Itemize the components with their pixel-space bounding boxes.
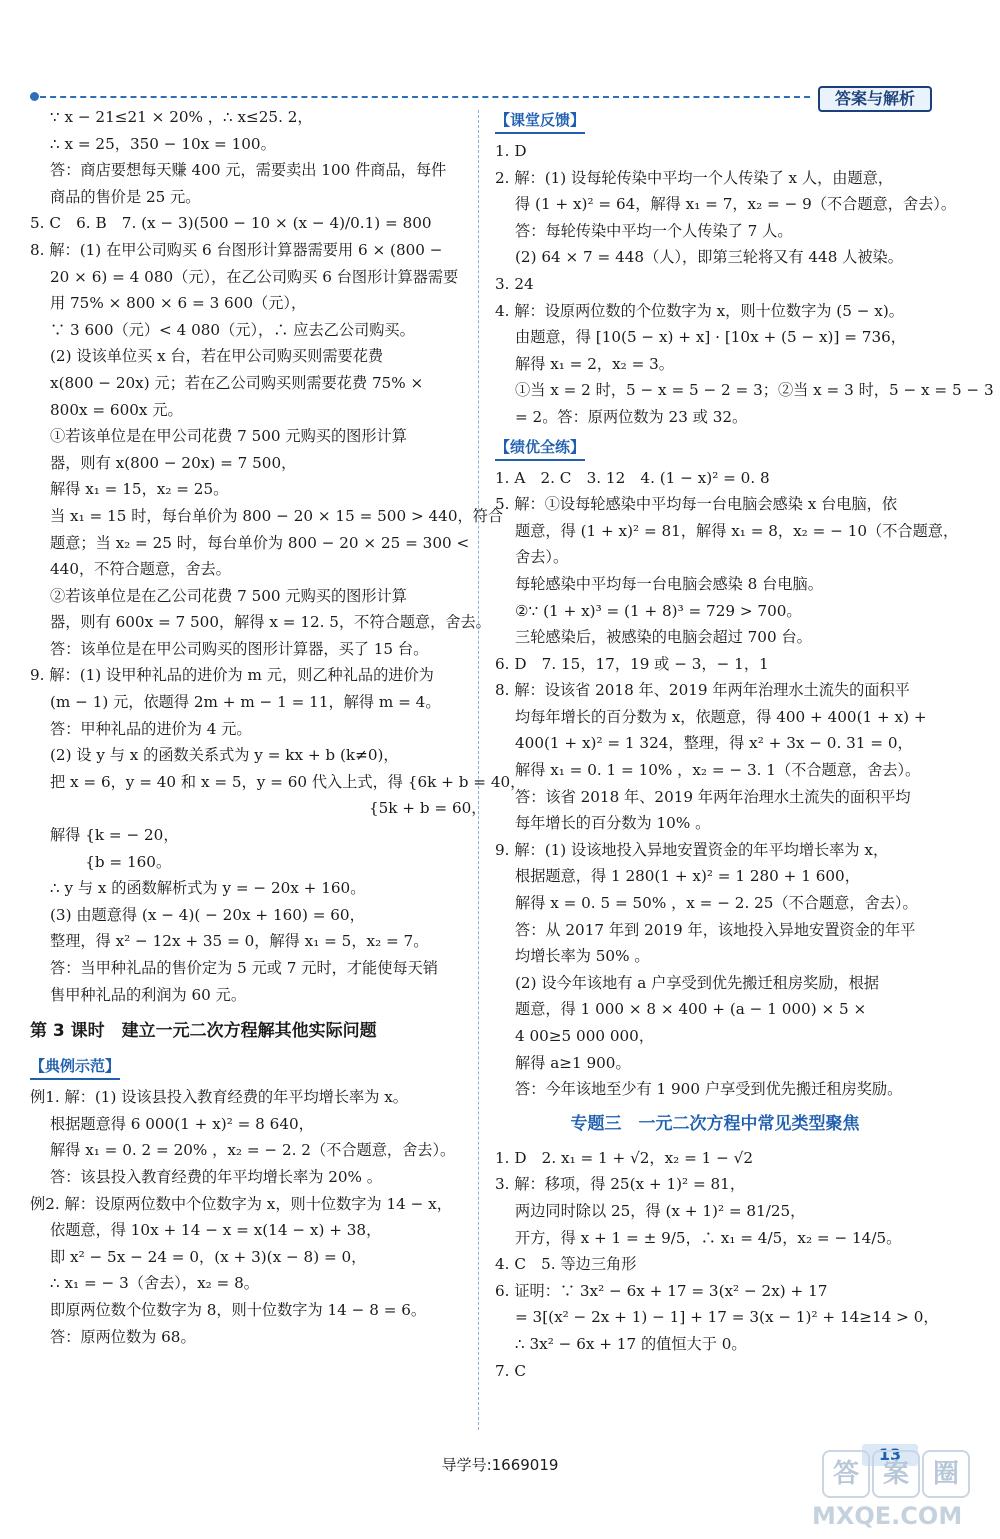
text-line: 即 x² − 5x − 24 = 0，(x + 3)(x − 8) = 0， — [50, 1247, 367, 1266]
text-line: 4. 解：设原两位数的个位数字为 x，则十位数字为 (5 − x)。 — [495, 301, 904, 320]
text-line: 即原两位数个位数字为 8，则十位数字为 14 − 8 = 6。 — [50, 1300, 427, 1319]
text-line: 答：该单位是在甲公司购买的图形计算器，买了 15 台。 — [50, 639, 429, 658]
text-line: 4 00≥5 000 000， — [515, 1027, 655, 1045]
text-line: 6. 证明：∵ 3x² − 6x + 17 = 3(x² − 2x) + 17 — [495, 1281, 828, 1300]
text-line: 题意，得 (1 + x)² = 81，解得 x₁ = 8，x₂ = − 10（不合题意， — [515, 521, 959, 540]
text-line: 解得 x₁ = 0. 1 = 10% ，x₂ = − 3. 1（不合题意，舍去）。 — [515, 761, 921, 780]
lesson-title: 第 3 课时 建立一元二次方程解其他实际问题 — [30, 1021, 377, 1042]
watermark-text: MXQE.COM — [812, 1502, 963, 1530]
text-line: ②∵ (1 + x)³ = (1 + 8)³ = 729 > 700。 — [515, 601, 802, 620]
text-line: 1. D 2. x₁ = 1 + √2，x₂ = 1 − √2 — [495, 1148, 754, 1167]
text-line: 答：当甲种礼品的售价定为 5 元或 7 元时，才能使每天销 — [50, 959, 438, 977]
text-line: ②若该单位是在乙公司花费 7 500 元购买的图形计算 — [50, 586, 407, 605]
text-line: 均每年增长的百分数为 x，依题意，得 400 + 400(1 + x) + — [515, 707, 927, 726]
text-line: 解得 {k = − 20， — [50, 826, 179, 845]
text-line: 答：每轮传染中平均一个人传染了 7 人。 — [515, 221, 793, 240]
text-line: ①当 x = 2 时，5 − x = 5 − 2 = 3；②当 x = 3 时，5 − x = 5 − 3 — [515, 381, 994, 400]
text-line: ∵ 3 600（元）< 4 080（元），∴ 应去乙公司购买。 — [50, 320, 415, 339]
text-line: 答：商店要想每天赚 400 元，需要卖出 100 件商品，每件 — [50, 161, 447, 180]
text-line: (m − 1) 元，依题得 2m + m − 1 = 11，解得 m = 4。 — [50, 693, 441, 712]
text-line: = 3[(x² − 2x + 1) − 1] + 17 = 3(x − 1)² + 14≥14 > 0， — [515, 1308, 939, 1327]
text-line: 售甲种礼品的利润为 60 元。 — [50, 985, 247, 1004]
topic-title: 专题三 一元二次方程中常见类型聚焦 — [570, 1113, 860, 1134]
watermark-char: 圈 — [922, 1450, 970, 1498]
text-line: 每轮感染中平均每一台电脑会感染 8 台电脑。 — [515, 574, 823, 593]
guide-number: 导学号:1669019 — [441, 1456, 559, 1474]
text-line: 商品的售价是 25 元。 — [50, 187, 201, 206]
text-line: 依题意，得 10x + 14 − x = x(14 − x) + 38， — [50, 1221, 382, 1240]
text-line: 题意，得 1 000 × 8 × 400 + (a − 1 000) × 5 × — [515, 1000, 867, 1019]
text-line: 20 × 6) = 4 080（元），在乙公司购买 6 台图形计算器需要 — [50, 267, 459, 286]
text-line: ∵ x − 21≤21 × 20% ，∴ x≤25. 2， — [50, 108, 313, 126]
text-line: (2) 64 × 7 = 448（人），即第三轮将又有 448 人被染。 — [515, 248, 903, 267]
text-line: (3) 由题意得 (x − 4)( − 20x + 160) = 60， — [50, 905, 365, 924]
text-line: ∴ x₁ = − 3（舍去），x₂ = 8。 — [50, 1274, 259, 1293]
text-line: 5. C 6. B 7. (x − 3)(500 − 10 × (x − 4)/0.1) = 800 — [30, 214, 432, 233]
text-line: 由题意，得 [10(5 − x) + x] · [10x + (5 − x)] = 736， — [515, 328, 906, 347]
text-line: 解得 x₁ = 15，x₂ = 25。 — [50, 480, 229, 499]
text-line: 9. 解：(1) 设甲种礼品的进价为 m 元，则乙种礼品的进价为 — [30, 666, 434, 685]
text-line: {b = 160。 — [50, 852, 172, 871]
text-line: 每年增长的百分数为 10% 。 — [515, 814, 711, 833]
text-line: 800x = 600x 元。 — [50, 400, 183, 419]
text-line: 答：甲种礼品的进价为 4 元。 — [50, 719, 252, 738]
text-line: 答：从 2017 年到 2019 年，该地投入异地安置资金的年平 — [515, 920, 916, 939]
text-line: 答：原两位数为 68。 — [50, 1327, 196, 1346]
text-line: 三轮感染后，被感染的电脑会超过 700 台。 — [515, 628, 812, 647]
text-line: 根据题意，得 1 280(1 + x)² = 1 280 + 1 600， — [515, 867, 860, 886]
practice-block — [495, 465, 959, 1103]
text-line: 根据题意得 6 000(1 + x)² = 8 640， — [50, 1114, 314, 1133]
text-line: 舍去）。 — [515, 548, 569, 567]
page-number: 13 — [862, 1444, 918, 1466]
text-line: 把 x = 6，y = 40 和 x = 5，y = 60 代入上式，得 {6k + b = 40， — [50, 772, 526, 791]
text-line: ∴ 3x² − 6x + 17 的值恒大于 0。 — [515, 1334, 747, 1353]
text-line: 7. C — [495, 1361, 526, 1380]
text-line: 6. D 7. 15，17，19 或 − 3，− 1，1 — [495, 654, 769, 673]
topic-block — [495, 1145, 939, 1384]
text-line: 题意；当 x₂ = 25 时，每台单价为 800 − 20 × 25 = 300 < — [50, 533, 470, 552]
right-column — [495, 104, 994, 1384]
header-dashed-rule — [30, 96, 810, 98]
text-line: 3. 24 — [495, 274, 534, 293]
watermark-char: 案 — [872, 1450, 920, 1498]
text-line: 例1. 解：(1) 设该县投入教育经费的年平均增长率为 x。 — [30, 1088, 408, 1107]
text-line: 解得 x₁ = 2，x₂ = 3。 — [515, 354, 674, 373]
text-line: 解得 x₁ = 0. 2 = 20% ，x₂ = − 2. 2（不合题意，舍去）。 — [50, 1141, 456, 1160]
watermark-char: 答 — [822, 1450, 870, 1498]
text-line: 两边同时除以 25，得 (x + 1)² = 81/25， — [515, 1201, 806, 1220]
text-line: 1. A 2. C 3. 12 4. (1 − x)² = 0. 8 — [495, 468, 770, 487]
feedback-block — [495, 138, 994, 431]
text-line: {5k + b = 60， — [50, 799, 487, 818]
text-line: 器，则有 x(800 − 20x) = 7 500， — [50, 453, 297, 472]
text-line: 器，则有 600x = 7 500，解得 x = 12. 5，不符合题意，舍去。 — [50, 613, 491, 632]
section-tag-feedback: 【课堂反馈】 — [495, 108, 585, 134]
text-line: 1. D — [495, 142, 527, 160]
text-line: 8. 解：(1) 在甲公司购买 6 台图形计算器需要用 6 × (800 − — [30, 240, 443, 259]
text-line: 答：该县投入教育经费的年平均增长率为 20% 。 — [50, 1167, 382, 1186]
text-line: 解得 a≥1 900。 — [515, 1053, 631, 1072]
text-line: (2) 设今年该地有 a 户享受到优先搬迁租房奖励，根据 — [515, 973, 879, 992]
text-line: 3. 解：移项，得 25(x + 1)² = 81， — [495, 1175, 746, 1194]
text-line: 得 (1 + x)² = 64，解得 x₁ = 7，x₂ = − 9（不合题意，舍去）。 — [515, 195, 957, 214]
text-line: 8. 解：设该省 2018 年、2019 年两年治理水土流失的面积平 — [495, 681, 910, 700]
text-line: 解得 x = 0. 5 = 50% ，x = − 2. 25（不合题意，舍去）。 — [515, 894, 918, 913]
text-line: (2) 设 y 与 x 的函数关系式为 y = kx + b (k≠0)， — [50, 746, 399, 765]
text-line: 9. 解：(1) 设该地投入异地安置资金的年平均增长率为 x， — [495, 840, 889, 859]
text-line: x(800 − 20x) 元；若在乙公司购买则需要花费 75% × — [50, 373, 424, 392]
text-line: ①若该单位是在甲公司花费 7 500 元购买的图形计算 — [50, 427, 407, 446]
text-line: 答：今年该地至少有 1 900 户享受到优先搬迁租房奖励。 — [515, 1080, 903, 1099]
text-line: 开方，得 x + 1 = ± 9/5，∴ x₁ = 4/5，x₂ = − 14/5。 — [515, 1228, 902, 1247]
text-line: = 2。答：原两位数为 23 或 32。 — [515, 407, 748, 426]
text-line: ∴ x = 25，350 − 10x = 100。 — [50, 134, 276, 153]
text-line: (2) 设该单位买 x 台，若在甲公司购买则需要花费 — [50, 347, 384, 366]
text-line: ∴ y 与 x 的函数解析式为 y = − 20x + 160。 — [50, 879, 366, 898]
text-line: 400(1 + x)² = 1 324，整理，得 x² + 3x − 0. 31 = 0， — [515, 734, 913, 753]
text-line: 例2. 解：设原两位数中个位数字为 x，则十位数字为 14 − x， — [30, 1194, 452, 1213]
text-line: 用 75% × 800 × 6 = 3 600（元）， — [50, 294, 307, 313]
text-line: 4. C 5. 等边三角形 — [495, 1255, 637, 1274]
text-line: 当 x₁ = 15 时，每台单价为 800 − 20 × 15 = 500 > 440，符合 — [50, 506, 504, 525]
text-line: 2. 解：(1) 设每轮传染中平均一个人传染了 x 人，由题意， — [495, 168, 894, 187]
text-line: 5. 解：①设每轮感染中平均每一台电脑会感染 x 台电脑，依 — [495, 495, 898, 514]
examples-block — [30, 1084, 470, 1350]
header-badge: 答案与解析 — [818, 86, 932, 112]
text-line: 整理，得 x² − 12x + 35 = 0，解得 x₁ = 5，x₂ = 7。 — [50, 932, 429, 951]
text-line: 均增长率为 50% 。 — [515, 947, 650, 966]
section-tag-practice: 【绩优全练】 — [495, 435, 585, 461]
section-tag-examples: 【典例示范】 — [30, 1054, 120, 1080]
text-line: 答：该省 2018 年、2019 年两年治理水土流失的面积平均 — [515, 787, 911, 806]
text-line: 440，不符合题意，舍去。 — [50, 560, 231, 579]
